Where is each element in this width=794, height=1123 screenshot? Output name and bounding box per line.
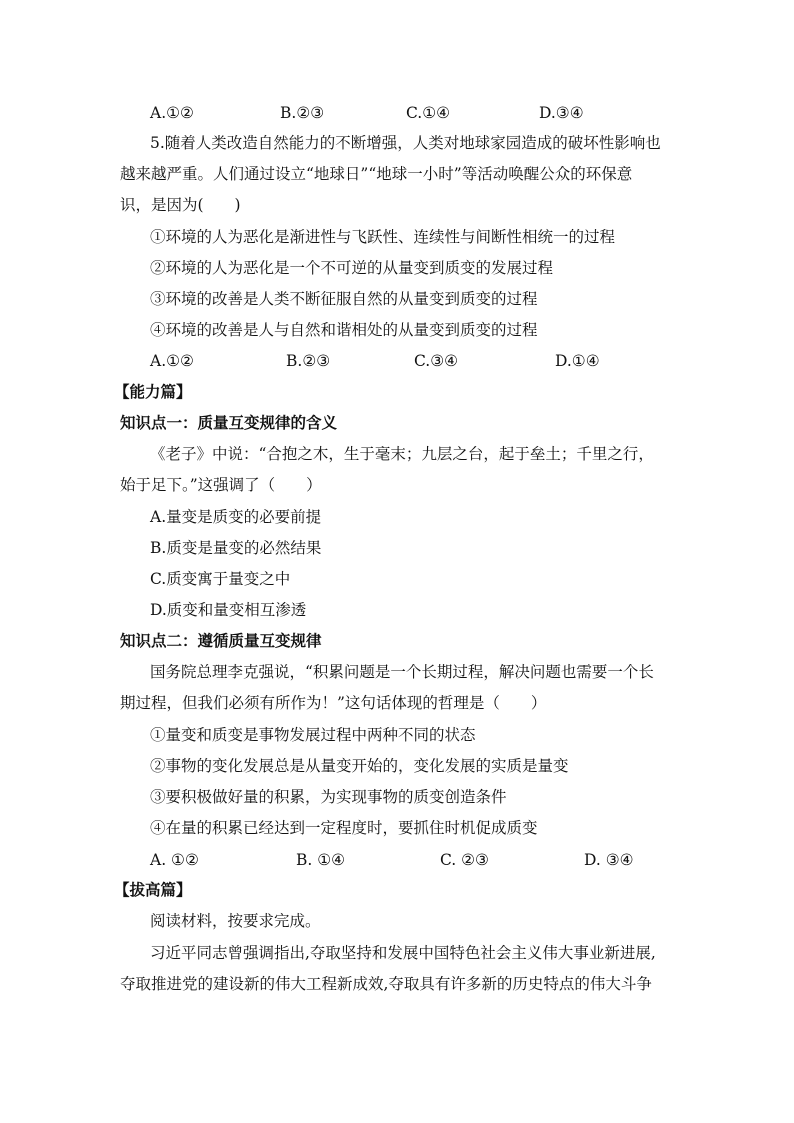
kp1-option-b: B.质变是量变的必然结果 — [150, 539, 322, 557]
kp2-title: 知识点二：遵循质量互变规律 — [120, 631, 322, 650]
q5-option-a: A.①② — [150, 352, 194, 370]
kp2-stem-line-2: 期过程，但我们必须有所作为！”这句话体现的哲理是（ ） — [120, 694, 547, 712]
q5-statement-4: ④环境的改善是人与自然和谐相处的从量变到质变的过程 — [150, 321, 538, 339]
kp1-stem-line-2: 始于足下。”这强调了（ ） — [120, 476, 322, 494]
kp1-option-a: A.量变是质变的必要前提 — [150, 508, 322, 526]
q4-option-c: C.①④ — [406, 104, 451, 122]
q4-option-b: B.②③ — [280, 104, 325, 122]
kp1-stem-line-1: 《老子》中说：“合抱之木，生于毫末；九层之台，起于垒土；千里之行， — [150, 445, 654, 463]
advanced-instruction: 阅读材料，按要求完成。 — [150, 912, 321, 930]
kp2-statement-4: ④在量的积累已经达到一定程度时，要抓住时机促成质变 — [150, 819, 538, 837]
q5-statement-3: ③环境的改善是人类不断征服自然的从量变到质变的过程 — [150, 290, 538, 308]
kp2-option-b: B. ①④ — [296, 851, 346, 869]
q4-option-a: A.①② — [150, 104, 194, 122]
kp2-option-a: A. ①② — [150, 851, 199, 869]
q5-statement-1: ①环境的人为恶化是渐进性与飞跃性、连续性与间断性相统一的过程 — [150, 228, 616, 246]
kp2-statement-3: ③要积极做好量的积累，为实现事物的质变创造条件 — [150, 788, 507, 806]
q5-option-c: C.③④ — [414, 352, 459, 370]
material-line-1: 习近平同志曾强调指出,夺取坚持和发展中国特色社会主义伟大事业新进展, — [150, 944, 656, 962]
kp1-option-c: C.质变寓于量变之中 — [150, 570, 291, 588]
kp1-title: 知识点一：质量互变规律的含义 — [120, 413, 338, 432]
kp2-option-d: D. ③④ — [584, 851, 634, 869]
kp2-statement-2: ②事物的变化发展总是从量变开始的，变化发展的实质是量变 — [150, 757, 569, 775]
q4-option-d: D.③④ — [539, 104, 584, 122]
q5-stem-line-2: 越来越严重。人们通过设立“地球日”“地球一小时”等活动唤醒公众的环保意 — [120, 165, 633, 183]
q5-stem-line-1: 5.随着人类改造自然能力的不断增强，人类对地球家园造成的破坏性影响也 — [150, 134, 661, 152]
kp2-stem-line-1: 国务院总理李克强说，“积累问题是一个长期过程，解决问题也需要一个长 — [150, 663, 654, 681]
q5-stem-line-3: 识，是因为( ) — [120, 196, 241, 214]
kp1-option-d: D.质变和量变相互渗透 — [150, 601, 307, 619]
advanced-section-heading: 【拔高篇】 — [114, 880, 192, 899]
ability-section-heading: 【能力篇】 — [114, 382, 192, 401]
q5-option-b: B.②③ — [286, 352, 331, 370]
q5-option-d: D.①④ — [555, 352, 600, 370]
material-line-2: 夺取推进党的建设新的伟大工程新成效,夺取具有许多新的历史特点的伟大斗争 — [120, 975, 652, 993]
kp2-statement-1: ①量变和质变是事物发展过程中两种不同的状态 — [150, 726, 476, 744]
kp2-option-c: C. ②③ — [440, 851, 489, 869]
q5-statement-2: ②环境的人为恶化是一个不可逆的从量变到质变的发展过程 — [150, 259, 554, 277]
